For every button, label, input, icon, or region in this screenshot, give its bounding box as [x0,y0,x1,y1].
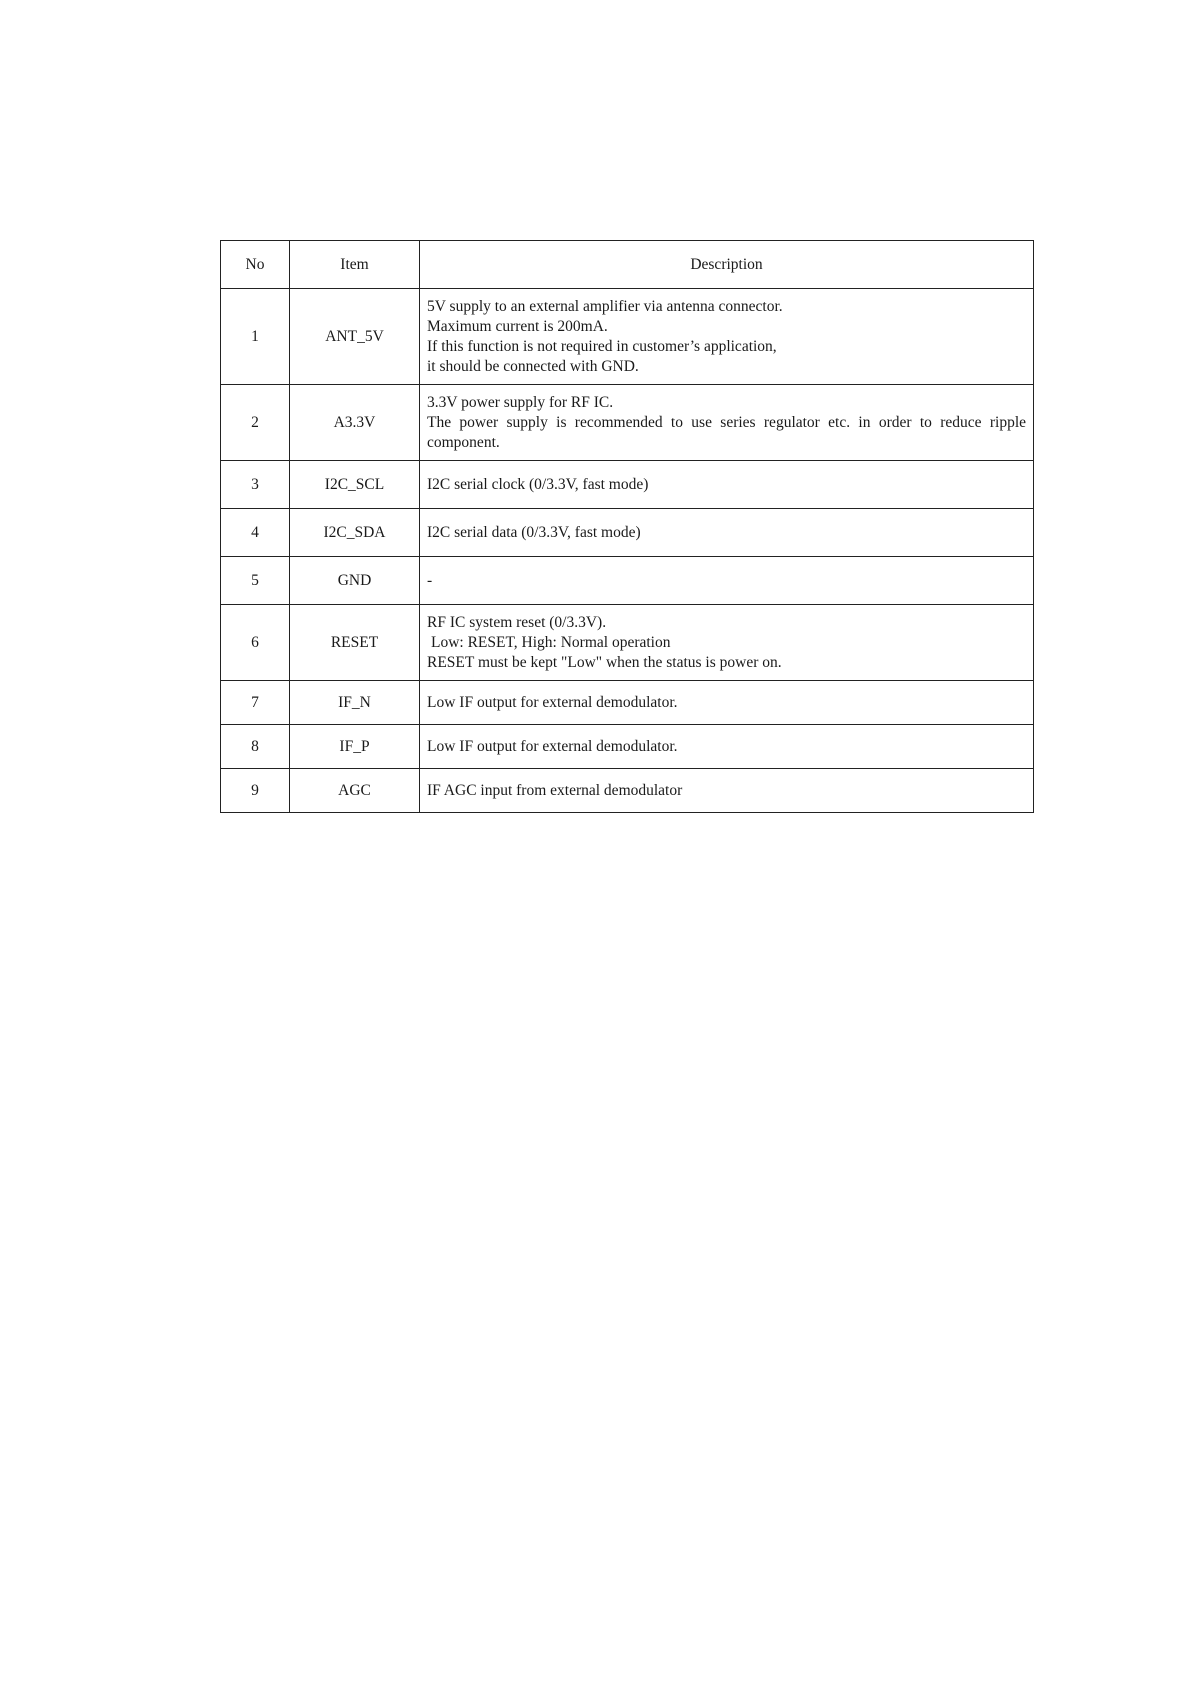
pin-description [420,769,1034,813]
description-line: I2C serial clock (0/3.3V, fast mode) [427,475,649,493]
pin-number: 9 [221,769,290,813]
pin-number: 1 [221,289,290,385]
table-header [221,241,1034,289]
table-row [221,557,1034,605]
header-no: No [221,241,290,289]
pin-item: AGC [290,769,420,813]
table-row [221,681,1034,725]
table-row [221,289,1034,385]
description-line: Low IF output for external demodulator. [427,693,678,711]
table-row [221,725,1034,769]
description-line: it should be connected with GND. [427,357,639,375]
pin-number: 2 [221,385,290,461]
pin-number: 7 [221,681,290,725]
table-row [221,605,1034,681]
pin-item: GND [290,557,420,605]
description-line: 5V supply to an external amplifier via antenna connector. [427,297,783,315]
pin-description [420,605,1034,681]
pin-description [420,289,1034,385]
header-row [221,241,1034,289]
header-description: Description [420,241,1034,289]
pin-number: 3 [221,461,290,509]
pin-item: A3.3V [290,385,420,461]
table-row [221,461,1034,509]
pin-description [420,725,1034,769]
pin-description-table [220,240,1034,813]
pin-number: 6 [221,605,290,681]
pin-item: RESET [290,605,420,681]
description-line: I2C serial data (0/3.3V, fast mode) [427,523,641,541]
description-line: Low IF output for external demodulator. [427,737,678,755]
pin-description [420,681,1034,725]
description-line: RF IC system reset (0/3.3V). [427,613,607,631]
description-line: If this function is not required in customer’s application, [427,337,777,355]
table-row [221,509,1034,557]
header-item: Item [290,241,420,289]
pin-description [420,509,1034,557]
pin-number: 4 [221,509,290,557]
description-line: The power supply is recommended to use series regulator etc. in order to reduce ripple component. [427,413,1026,451]
table-body [221,289,1034,813]
pin-number: 5 [221,557,290,605]
pin-description [420,461,1034,509]
table-row [221,385,1034,461]
pin-item: IF_P [290,725,420,769]
pin-item: IF_N [290,681,420,725]
pin-description [420,557,1034,605]
description-line: 3.3V power supply for RF IC. [427,393,614,411]
pin-description [420,385,1034,461]
pin-number: 8 [221,725,290,769]
table-row [221,769,1034,813]
description-line: - [427,571,433,589]
pin-item: I2C_SDA [290,509,420,557]
pin-item: I2C_SCL [290,461,420,509]
description-line: Low: RESET, High: Normal operation [431,633,671,651]
pin-item: ANT_5V [290,289,420,385]
description-line: IF AGC input from external demodulator [427,781,683,799]
description-line: Maximum current is 200mA. [427,317,608,335]
description-line: RESET must be kept "Low" when the status is power on. [427,653,782,671]
